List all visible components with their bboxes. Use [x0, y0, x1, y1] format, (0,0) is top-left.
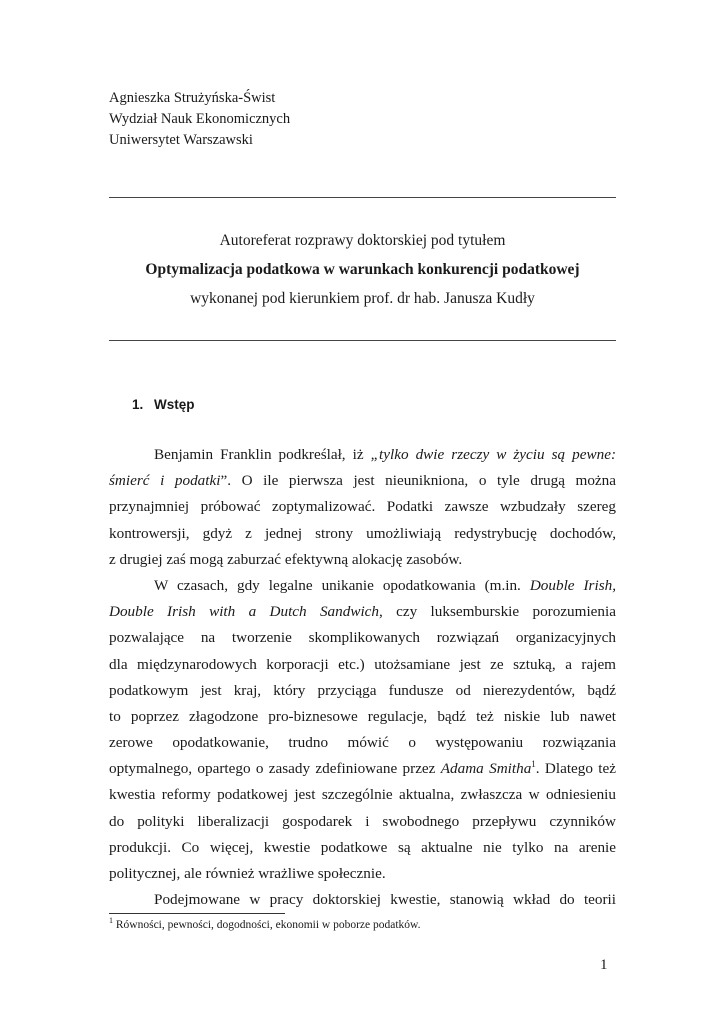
thesis-title: Optymalizacja podatkowa w warunkach konkurencji podatkowej: [145, 261, 580, 278]
title-block: [109, 226, 616, 313]
paragraph-line: podatkowym jest kraj, który przyciąga fundusze od nierezydentów, bądź: [109, 681, 616, 699]
text-run: Benjamin Franklin podkreślał, iż: [154, 446, 371, 463]
title-intro: Autoreferat rozprawy doktorskiej pod tytułem: [219, 232, 506, 249]
supervisor-line: wykonanej pod kierunkiem prof. dr hab. Janusza Kudły: [190, 290, 535, 307]
paragraph-line: produkcji. Co więcej, kwestie podatkowe są aktualne nie tylko na arenie: [109, 838, 616, 856]
footnote-separator: [109, 913, 285, 914]
paragraph-line: przynajmniej próbować zoptymalizować. Podatki zawsze wzbudzały szereg: [109, 498, 616, 516]
paragraph-line: dla międzynarodowych korporacji etc.) utożsamiane jest ze sztuką, a rajem: [109, 655, 616, 673]
paragraph-line: to poprzez złagodzone pro-biznesowe regulacje, bądź też niskie lub nawet: [109, 707, 616, 725]
paragraph-line: zerowe opodatkowanie, trudno mówić o występowaniu rozwiązania: [109, 734, 616, 752]
paragraph-line: z drugiej zaś mogą zaburzać efektywną alokację zasobów.: [109, 550, 463, 568]
paragraph-line: do polityki liberalizacji gospodarek i swobodnego przepływu czynników: [109, 812, 616, 830]
paragraph-line: [109, 442, 616, 468]
top-divider: [109, 197, 616, 198]
university-name: Uniwersytet Warszawski: [109, 132, 253, 148]
italic-run: Double Irish with a Dutch Sandwich: [109, 603, 380, 621]
section-number: 1.: [132, 397, 144, 412]
italic-run: Double Irish,: [529, 576, 616, 594]
footnote-text: Równości, pewności, dogodności, ekonomii w poborze podatków.: [113, 919, 421, 931]
quote-run: „tylko dwie rzeczy w życiu są pewne:: [370, 446, 616, 463]
text-run: , czy luksemburskie porozumienia: [379, 603, 616, 621]
paragraph-line: Podejmowane w pracy doktorskiej kwestie, stanowią wkład do teorii: [154, 891, 616, 909]
paragraph-line: [109, 756, 616, 782]
paragraph-line: [109, 573, 616, 599]
paragraph-line: [109, 599, 616, 625]
footnote-mark: 1: [109, 916, 113, 926]
author-name: Agnieszka Strużyńska-Świst: [109, 90, 276, 106]
paragraph-line: pozwalające na tworzenie skomplikowanych rozwiązań organizacyjnych: [109, 629, 616, 647]
text-run: W czasach, gdy legalne unikanie opodatkowania (m.in.: [154, 576, 530, 594]
text-run: . Dlatego też: [535, 760, 616, 778]
text-run: optymalnego, opartego o zasady zdefiniowane przez: [109, 760, 441, 778]
text-run: ”. O ile pierwsza jest nieunikniona, o tyle drugą można: [220, 472, 616, 490]
paragraph-line: kontrowersji, gdyż z jednej strony umożliwiają redystrybucję dochodów,: [109, 524, 616, 542]
footnote-ref: 1: [531, 759, 536, 770]
section-title: Wstęp: [154, 397, 195, 412]
section-heading: [132, 397, 195, 412]
faculty-name: Wydział Nauk Ekonomicznych: [109, 111, 291, 127]
body-text: [109, 442, 616, 913]
paragraph-line: politycznej, ale również wrażliwe społecznie.: [109, 865, 386, 882]
paragraph-line: kwestia reformy podatkowej jest szczególnie aktualna, zwłaszcza w odniesieniu: [109, 786, 616, 804]
italic-run: Adama Smitha: [440, 760, 532, 778]
page-number: 1: [600, 957, 608, 973]
author-block: [109, 88, 290, 151]
paragraph-line: [109, 468, 616, 494]
footnote: [109, 916, 421, 931]
quote-run: śmierć i podatki: [109, 472, 221, 490]
bottom-divider: [109, 340, 616, 341]
